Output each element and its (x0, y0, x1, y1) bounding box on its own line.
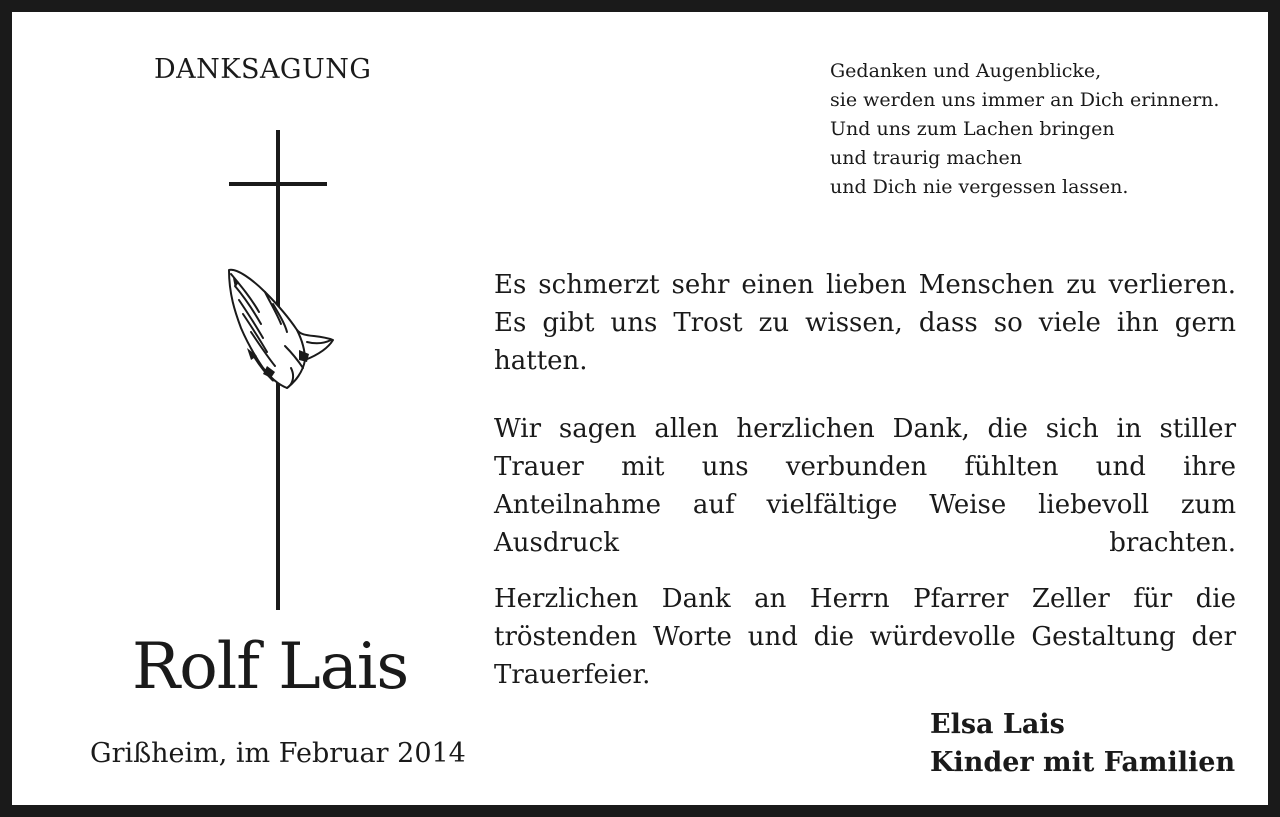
cross-icon (207, 118, 347, 610)
poem-line: und traurig machen (830, 147, 1023, 169)
poem-line: Gedanken und Augenblicke, (830, 60, 1102, 82)
body-text (494, 266, 1236, 694)
poem-line: und Dich nie vergessen lassen. (830, 176, 1129, 198)
signature-line: Kinder mit Familien (930, 747, 1236, 778)
place-date: Grißheim, im Februar 2014 (90, 738, 466, 769)
poem-line: Und uns zum Lachen bringen (830, 118, 1115, 140)
praying-hands-icon (229, 270, 333, 388)
signature-line: Elsa Lais (930, 709, 1065, 740)
signature (930, 706, 1250, 782)
paragraph-grief: Es schmerzt sehr einen lieben Menschen zu verlieren. Es gibt uns Trost zu wissen, dass so viele ihn gern hatten. (494, 270, 1236, 376)
cross-with-hands (207, 118, 347, 610)
deceased-name: Rolf Lais (132, 630, 409, 704)
heading-danksagung: DANKSAGUNG (154, 54, 372, 85)
paragraph-pastor-thanks: Herzlichen Dank an Herrn Pfarrer Zeller für die tröstenden Worte und die würdevolle Gestaltung der Trauerfeier. (494, 584, 1236, 690)
poem-line: sie werden uns immer an Dich erinnern. (830, 89, 1220, 111)
paragraph-thanks: Wir sagen allen herzlichen Dank, die sich in stiller Trauer mit uns verbunden fühlten und ihre Anteilnahme auf vielfältige Weise liebevoll zum Ausdruck brachten. (494, 414, 1236, 558)
poem (830, 57, 1250, 202)
